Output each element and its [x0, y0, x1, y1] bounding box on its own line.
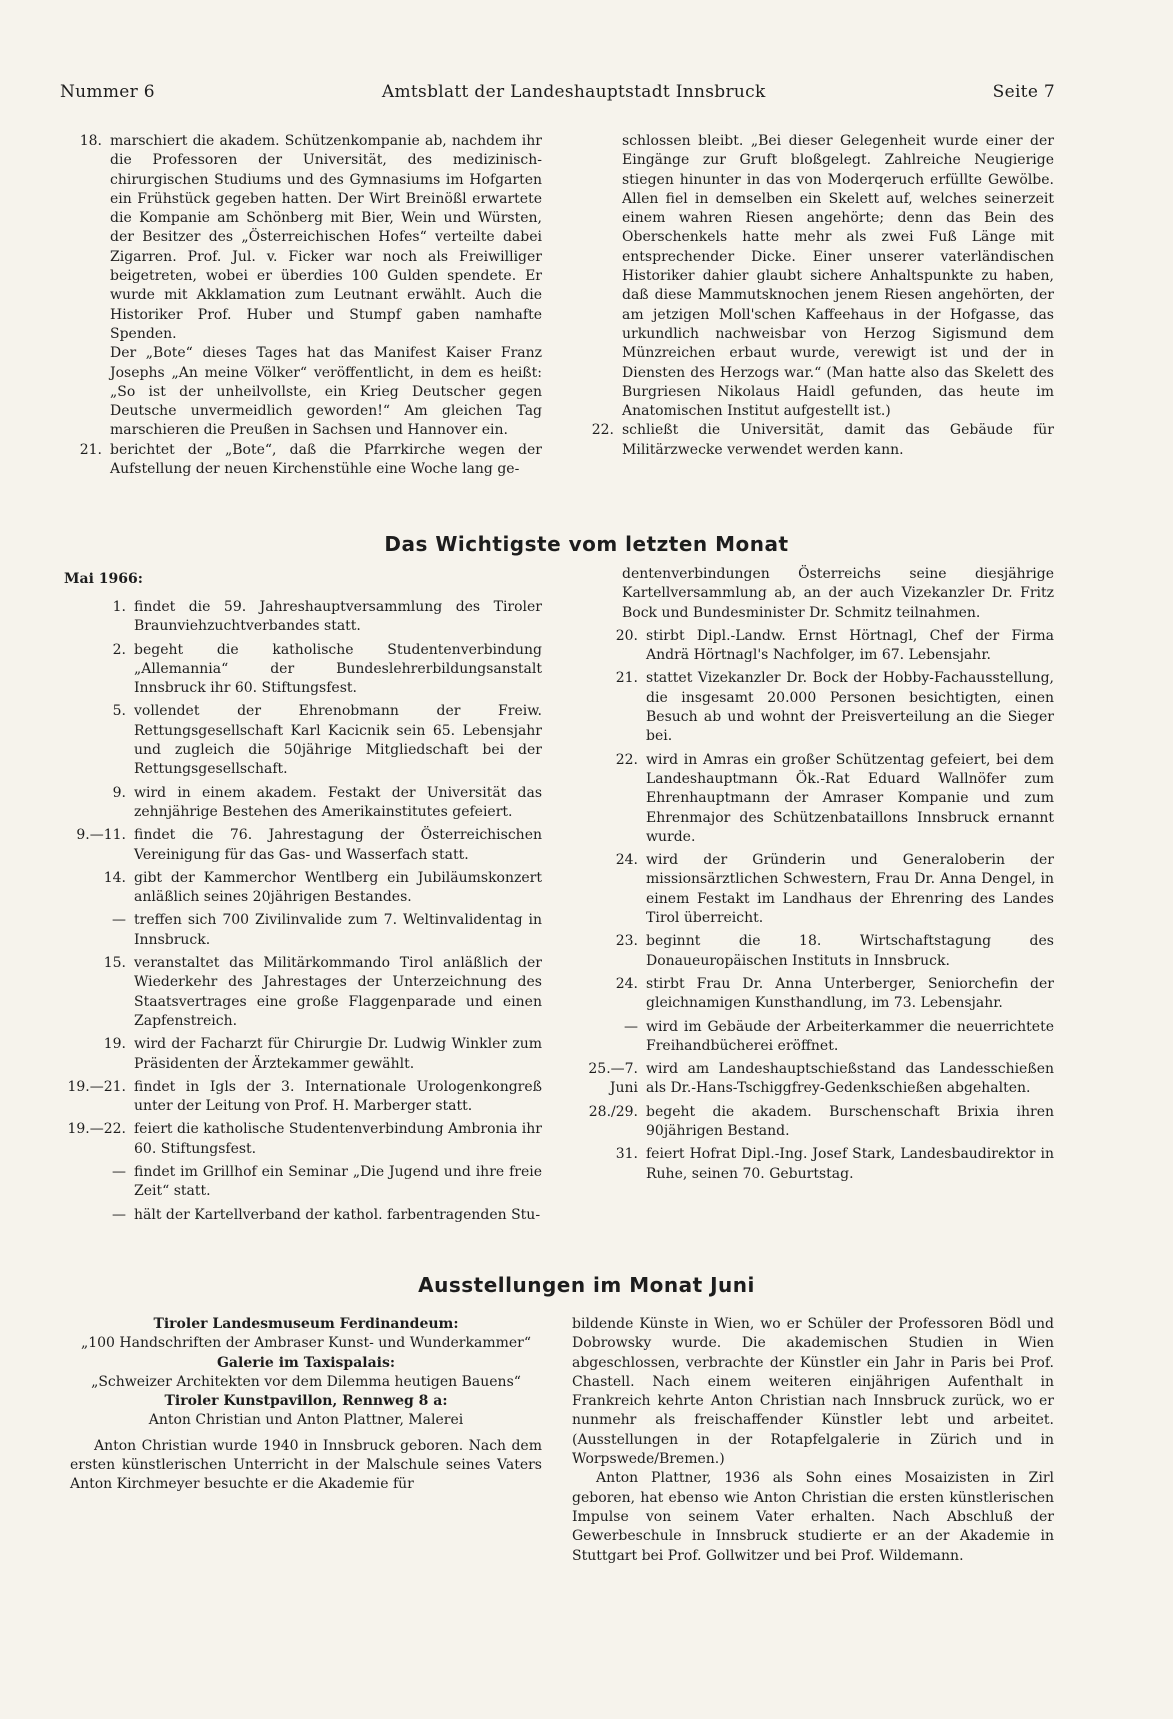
list-item — [60, 869, 542, 908]
venue-heading: Tiroler Kunstpavillon, Rennweg 8 a: — [164, 1393, 448, 1410]
entry-date: 19.—22. — [67, 1121, 126, 1138]
list-item — [60, 911, 542, 950]
paragraph: bildende Künste in Wien, wo er Schüler der Professoren Bödl und Dobrowsky wurde. Die akademischen Studien in Wien abgeschlossen, verbrachte der Künstler ein Jahr in Paris bei Prof. Chastell. Nach einem weiteren einjährigen Aufenthalt in Frankreich kehrte Anton Christian nach Innsbruck zurück, wo er nunmehr als freischaffender Künstler lebt und arbeitet. (Ausstellungen in der Rotapfelgalerie in Zürich und in Worpswede/Bremen.) — [572, 1316, 1054, 1468]
list-item — [572, 932, 1054, 971]
list-item — [572, 627, 1054, 666]
entry-text: vollendet der Ehrenobmann der Freiw. Rettungsgesellschaft Karl Kacicnik sein 65. Lebensjahr und zugleich die 50jährige Mitgliedschaft bei der Rettungsgesellschaft. — [134, 703, 542, 778]
entry-text: begeht die katholische Studentenverbindung „Allemannia“ der Bundeslehrerbildungsanstalt Innsbruck ihr 60. Stiftungsfest. — [134, 641, 542, 697]
list-item: 22. schließt die Universität, damit das Gebäude für Militärzwecke verwendet werden kann. — [591, 422, 1054, 458]
entry-date: — — [112, 1206, 126, 1223]
list-item — [60, 784, 542, 823]
entry-text: hält der Kartellverband der kathol. farbentragenden Stu- — [134, 1206, 541, 1223]
list-item — [572, 669, 1054, 746]
venue-heading: Tiroler Landesmuseum Ferdinandeum: — [153, 1316, 459, 1332]
section-title-exhibitions: Ausstellungen im Monat Juni — [418, 1273, 755, 1297]
entry-text: treffen sich 700 Zivilinvalide zum 7. Weltinvalidentag in Innsbruck. — [134, 912, 542, 948]
list-item — [572, 851, 1054, 928]
entry-date: 24. — [615, 975, 638, 992]
section-title-news: Das Wichtigste vom letzten Monat — [384, 532, 789, 556]
list-item — [572, 1060, 1054, 1099]
top-left-column — [60, 132, 542, 483]
exhibition-title: „100 Handschriften der Ambraser Kunst- und Wunderkammer“ — [80, 1335, 532, 1352]
entry-text: wird in einem akadem. Festakt der Universität das zehnjährige Bestehen des Amerikainstitutes gefeiert. — [134, 784, 542, 820]
entry-date: 31. — [615, 1146, 638, 1163]
entry-text: wird im Gebäude der Arbeiterkammer die neuerrichtete Freihandbücherei eröffnet. — [646, 1018, 1054, 1054]
month-heading: Mai 1966: — [64, 571, 143, 587]
entry-date: 9.—11. — [76, 827, 126, 844]
entry-text: feiert Hofrat Dipl.-Ing. Josef Stark, Landesbaudirektor in Ruhe, seinen 70. Geburtstag. — [646, 1146, 1054, 1182]
entry-date: 19.—21. — [67, 1078, 126, 1095]
entry-text: wird in Amras ein großer Schützentag gefeiert, bei dem Landeshauptmann Ök.-Rat Eduard Wallnöfer zum Ehrenhauptmann der Amraser Kompanie und zum Ehrenmajor des Schützenbataillons Innsbruck ernannt wurde. — [646, 751, 1054, 845]
entry-date: 28./29. — [588, 1103, 638, 1120]
entry-text: stirbt Frau Dr. Anna Unterberger, Seniorchefin der gleichnamigen Kunsthandlung, im 73. Lebensjahr. — [646, 975, 1054, 1012]
entry-date: — — [112, 912, 126, 929]
entry-text: findet in Igls der 3. Internationale Urologenkongreß unter der Leitung von Prof. H. Marberger statt. — [134, 1078, 542, 1115]
publication-title: Amtsblatt der Landeshauptstadt Innsbruck — [381, 82, 766, 102]
entry-text: findet die 59. Jahreshauptversammlung des Tiroler Braunviehzuchtverbandes statt. — [134, 599, 542, 635]
news-right-column — [572, 565, 1054, 1188]
entry-text: stattet Vizekanzler Dr. Bock der Hobby-Fachausstellung, die insgesamt 20.000 Personen besichtigten, einen Besuch ab und wohnt der Preisverteilung an die Sieger bei. — [646, 670, 1054, 745]
list-item — [60, 1078, 542, 1117]
entry-text: wird am Landeshauptschießstand das Landesschießen als Dr.-Hans-Tschiggfrey-Gedenkschießen abgehalten. — [646, 1061, 1054, 1097]
paragraph: schlossen bleibt. „Bei dieser Gelegenheit wurde einer der Eingänge zur Gruft bloßgelegt. Zahlreiche Neugierige stiegen hinunter in das von Moderqeruch erfüllte Gewölbe. Allen fiel in demselben ein Skelett auf, welches seinerzeit einem wahren Riesen angehörte; denn das Bein des Oberschenkels hatte mehr als zwei Fuß Länge mit entsprechender Dicke. Einer unserer vaterländischen Historiker dahier glaubt sichere Anhaltspunkte zu haben, daß diese Mammutsknochen jenem Riesen angehörten, der am jetzigen Moll'schen Kaffeehaus in der Hofgasse, das urkundlich nachweisbar von Herzog Sigismund dem Münzreichen erbaut wurde, verewigt ist und der in Diensten des Herzogs war.“ (Man hatte also das Skelett des Burgriesen Nikolaus Haidl gefunden, das heute im Anatomischen Institut aufgestellt ist.) — [622, 133, 1054, 420]
entry-text: begeht die akadem. Burschenschaft Brixia ihren 90jährigen Bestand. — [646, 1103, 1054, 1140]
entry-text: findet die 76. Jahrestagung der Österreichischen Vereinigung für das Gas- und Wasserfach statt. — [134, 827, 542, 863]
list-item — [572, 1145, 1054, 1184]
entry-text: feiert die katholische Studentenverbindung Ambronia ihr 60. Stiftungsfest. — [134, 1121, 542, 1157]
entry-text: gibt der Kammerchor Wentlberg ein Jubiläumskonzert anläßlich seines 20jährigen Bestandes. — [134, 869, 542, 906]
list-item — [60, 1206, 542, 1225]
paragraph: Der „Bote“ dieses Tages hat das Manifest Kaiser Franz Josephs „An meine Völker“ veröffentlicht, in dem es heißt: „So ist der unheilvollste, ein Krieg Deutscher gegen Deutsche unvermeidlich geworden!“ Am gleichen Tag marschieren die Preußen in Sachsen und Hannover ein. — [110, 345, 542, 439]
page-number: Seite 7 — [992, 82, 1055, 102]
entry-date: 21. — [615, 670, 638, 687]
entry-text: findet im Grillhof ein Seminar „Die Jugend und ihre freie Zeit“ statt. — [134, 1164, 542, 1200]
list-item: 21. berichtet der „Bote“, daß die Pfarrkirche wegen der Aufstellung der neuen Kirchenstühle eine Woche lang ge- — [79, 441, 542, 478]
list-item — [60, 826, 542, 865]
entry-date: 23. — [615, 933, 638, 950]
entry-date: 15. — [103, 955, 126, 972]
entry-text: veranstaltet das Militärkommando Tirol anläßlich der Wiederkehr des Jahrestages der Unterzeichnung des Staatsvertrages eine große Flaggenparade und einen Zapfenstreich. — [134, 955, 542, 1029]
running-head — [60, 82, 1055, 102]
list-item — [60, 641, 542, 699]
list-item — [60, 1035, 542, 1074]
entry-date: 24. — [615, 852, 638, 869]
entry-date: 5. — [112, 703, 126, 720]
exhibition-title: Anton Christian und Anton Plattner, Malerei — [148, 1412, 464, 1429]
list-item — [60, 954, 542, 1031]
entry-text: wird der Facharzt für Chirurgie Dr. Ludwig Winkler zum Präsidenten der Ärztekammer gewählt. — [134, 1036, 542, 1072]
entry-date: 22. — [615, 751, 638, 768]
entry-text: wird der Gründerin und Generaloberin der missionsärztlichen Schwestern, Frau Dr. Anna Dengel, in einem Festakt im Landhaus der Ehrenring des Landes Tirol überreicht. — [646, 852, 1054, 927]
list-item — [60, 702, 542, 779]
exhibition-title: „Schweizer Architekten vor dem Dilemma heutigen Bauens“ — [91, 1373, 521, 1390]
list-item — [572, 975, 1054, 1014]
entry-text: stirbt Dipl.-Landw. Ernst Hörtnagl, Chef der Firma Andrä Hörtnagl's Nachfolger, im 67. Lebensjahr. — [646, 627, 1054, 664]
exhibitions-left-column — [70, 1315, 542, 1495]
venue-heading: Galerie im Taxispalais: — [216, 1354, 396, 1371]
list-item — [60, 1163, 542, 1202]
news-left-column — [60, 598, 542, 1229]
entry-date: 2. — [112, 641, 126, 658]
entry-date: 1. — [112, 599, 126, 615]
entry-date: — — [624, 1018, 638, 1035]
list-item — [572, 751, 1054, 847]
entry-text: beginnt die 18. Wirtschaftstagung des Donaueuropäischen Instituts in Innsbruck. — [646, 933, 1054, 969]
entry-date: 19. — [103, 1036, 126, 1053]
list-item — [572, 1018, 1054, 1057]
entry-date: 14. — [103, 869, 126, 886]
paragraph: Anton Plattner, 1936 als Sohn eines Mosaizisten in Zirl geboren, hat ebenso wie Anton Christian die ersten künstlerischen Impulse von seinem Vater erhalten. Nach Abschluß der Gewerbeschule in Innsbruck studierte er an der Akademie in Stuttgart bei Prof. Gollwitzer und bei Prof. Wildemann. — [572, 1470, 1054, 1564]
entry-date: 9. — [112, 784, 126, 801]
list-item — [572, 1103, 1054, 1142]
list-item — [60, 598, 542, 637]
top-right-column — [572, 132, 1054, 464]
issue-number: Nummer 6 — [60, 82, 155, 102]
paragraph: Anton Christian wurde 1940 in Innsbruck geboren. Nach dem ersten künstlerischen Unterricht in der Malschule seines Vaters Anton Kirchmeyer besuchte er die Akademie für — [70, 1437, 542, 1493]
paragraph: dentenverbindungen Österreichs seine diesjährige Kartellversammlung ab, an der auch Vizekanzler Dr. Fritz Bock und Bundesminister Dr. Schmitz teilnahmen. — [622, 566, 1054, 621]
entry-date: 25.—7. Juni — [588, 1061, 638, 1097]
exhibitions-right-column — [572, 1315, 1054, 1566]
entry-date: — — [112, 1164, 126, 1181]
list-item — [60, 1120, 542, 1159]
entry-date: 20. — [615, 627, 638, 644]
list-item: 18. marschiert die akadem. Schützenkompanie ab, nachdem ihr die Professoren der Universität, des medizinisch-chirurgischen Studiums und des Gymnasiums im Hofgarten ein Frühstück gegeben hatten. Der Wirt Breinößl erwartete die Kompanie am Schönberg mit Bier, Wein und Würsten, der Besitzer des „Österreichischen Hofes“ verteilte dabei Zigarren. Prof. Jul. v. Ficker war noch als Freiwilliger beigetreten, wobei er überdies 100 Gulden spendete. Er wurde mit Akklamation zum Leutnant erwählt. Auch die Historiker Prof. Huber und Stumpf gaben namhafte Spenden. — [79, 133, 542, 342]
